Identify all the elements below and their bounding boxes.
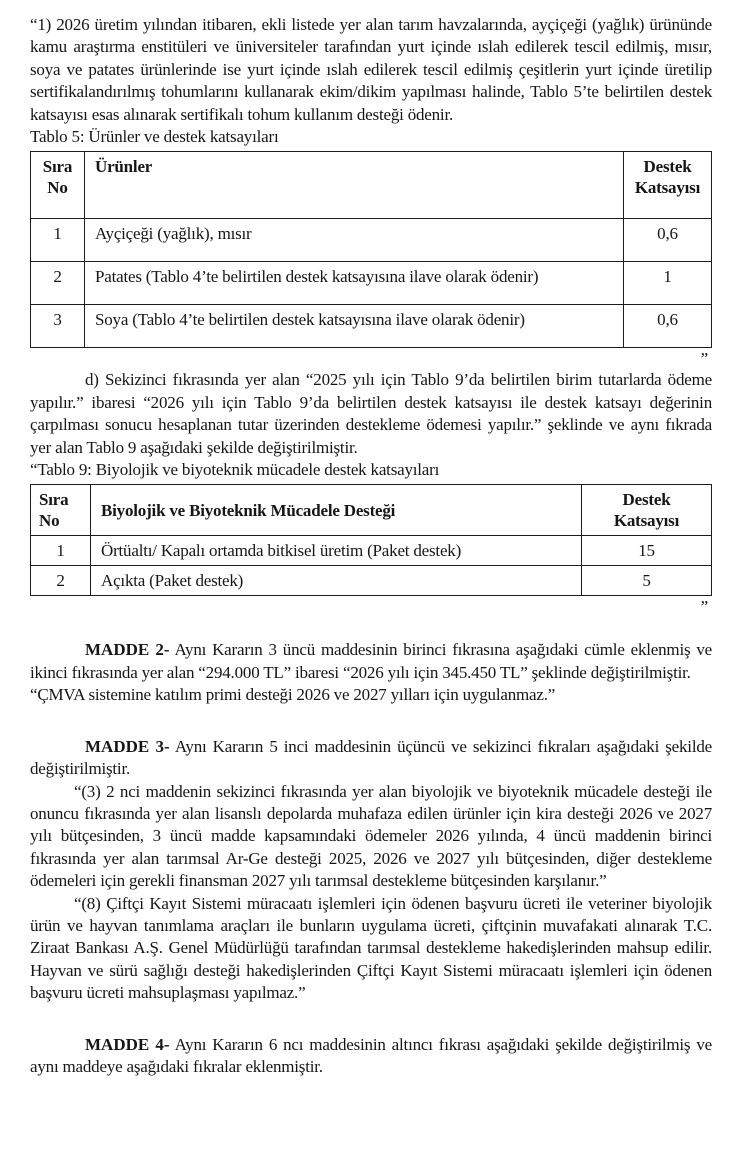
paragraph-d: d) Sekizinci fıkrasında yer alan “2025 yılı için Tablo 9’da belirtilen birim tutarlarda ödeme yapılır.” ibaresi “2026 yılı için Tablo 9’da belirtilen destek katsayısı ile destek katsayı değerinin çarpılması sonucu hesaplanan tutar üzerinden destekleme ödemesi yapılır.” şeklinde ve aynı fıkrada yer alan Tablo 9 aşağıdaki şekilde değiştirilmiştir.: [30, 370, 712, 457]
table5-header-row: [31, 152, 712, 219]
madde3-text: Aynı Kararın 5 inci maddesinin üçüncü ve sekizinci fıkraları aşağıdaki şekilde değiştirilmiştir.: [30, 736, 712, 779]
table5-row1-no: 1: [31, 219, 85, 262]
table-row: [31, 536, 712, 566]
table5-row3-urun: Soya (Tablo 4’te belirtilen destek katsayısına ilave olarak ödenir): [85, 305, 624, 348]
table5-caption: Tablo 5: Ürünler ve destek katsayıları: [30, 127, 279, 147]
intro-paragraph: “1) 2026 üretim yılından itibaren, ekli listede yer alan tarım havzalarında, ayçiçeği (yağlık) ürününde kamu araştırma enstitüleri ve üniversiteler tarafından yurt içinde ıslah edilerek tescil edilmiş, mısır, soya ve patates ürünlerinde ise yurt içinde ıslah edilerek tescil edilmiş çeşitlerin yurt içinde üretilip sertifikalandırılmış tohumlarını kullanarak ekim/dikim yapılması halinde, Tablo 5’te belirtilen destek katsayısı esas alınarak sertifikalı tohum kullanım desteği ödenir.: [30, 15, 712, 124]
table-row: [31, 219, 712, 262]
madde3-paragraph: [30, 736, 712, 781]
table-row: [31, 262, 712, 305]
table9-header-sira-no: Sıra No: [31, 485, 91, 536]
table5-row2-urun: Patates (Tablo 4’te belirtilen destek katsayısına ilave olarak ödenir): [85, 262, 624, 305]
table5-header-sira-no: Sıra No: [31, 152, 85, 219]
madde4-paragraph: [30, 1034, 712, 1079]
table9-header-row: [31, 485, 712, 536]
table9-row1-deger: 15: [582, 536, 712, 566]
table9-header-destek-adi: Biyolojik ve Biyoteknik Mücadele Desteği: [91, 485, 582, 536]
table5-row3-no: 3: [31, 305, 85, 348]
table5-row2-deger: 1: [624, 262, 712, 305]
table5-row1-urun: Ayçiçeği (yağlık), mısır: [85, 219, 624, 262]
table-row: [31, 305, 712, 348]
table5-header-destek-katsayisi: Destek Katsayısı: [624, 152, 712, 219]
madde3-label: MADDE 3-: [85, 736, 170, 756]
table5: [30, 151, 712, 348]
table5-row2-no: 2: [31, 262, 85, 305]
table9-caption: “Tablo 9: Biyolojik ve biyoteknik mücadele destek katsayıları: [30, 460, 440, 480]
madde3-fikra8-paragraph: “(8) Çiftçi Kayıt Sistemi müracaatı işlemleri için ödenen başvuru ücreti ile veteriner biyolojik ürün ve hayvan tanımlama araçları ile bunların uygulama ücreti, çiftçinin muvafakati alınarak T.C. Ziraat Bankası A.Ş. Genel Müdürlüğü tarafından tarımsal destekleme hakedişlerinden mahsup edilir. Hayvan ve sürü sağlığı desteği hakedişlerinden Çiftçi Kayıt Sistemi müracaatı işlemleri için ödenen başvuru ücreti mahsuplaşması yapılmaz.”: [30, 893, 712, 1003]
table9-row1-no: 1: [31, 536, 91, 566]
table9-closing-quote: ”: [700, 597, 708, 617]
madde4-label: MADDE 4-: [85, 1034, 170, 1054]
table9: [30, 484, 712, 596]
table5-closing-quote: ”: [700, 349, 708, 369]
table9-row2-deger: 5: [582, 566, 712, 596]
table9-row1-destek: Örtüaltı/ Kapalı ortamda bitkisel üretim (Paket destek): [91, 536, 582, 566]
madde2-text: Aynı Kararın 3 üncü maddesinin birinci fıkrasına aşağıdaki cümle eklenmiş ve ikinci fıkrasında yer alan “294.000 TL” ibaresi “2026 yılı için 345.450 TL” şeklinde değiştirilmiştir.: [30, 640, 712, 682]
madde2-paragraph: [30, 639, 712, 684]
madde2-label: MADDE 2-: [85, 640, 170, 660]
table9-row2-destek: Açıkta (Paket destek): [91, 566, 582, 596]
madde3-fikra3-paragraph: “(3) 2 nci maddenin sekizinci fıkrasında yer alan biyolojik ve biyoteknik mücadele desteği ile onuncu fıkrasında yer alan lisanslı depolarda muhafaza edilen ürünler için kira desteği 2026 ve 2027 yılı bütçesinden, 3 üncü madde kapsamındaki ödemeler 2026 yılında, 4 üncü maddenin birinci fıkrasında yer alan tarımsal Ar-Ge desteği 2025, 2026 ve 2027 yılı bütçesinden, diğer destekleme ödemeleri için gerekli finansman 2027 yılı tarımsal destekleme bütçesinden karşılanır.”: [30, 781, 712, 891]
table-row: [31, 566, 712, 596]
table9-row2-no: 2: [31, 566, 91, 596]
table5-header-urunler: Ürünler: [85, 152, 624, 219]
table5-row3-deger: 0,6: [624, 305, 712, 348]
madde2-added-sentence: “ÇMVA sistemine katılım primi desteği 2026 ve 2027 yılları için uygulanmaz.”: [30, 685, 556, 705]
madde4-text: Aynı Kararın 6 ncı maddesinin altıncı fıkrası aşağıdaki şekilde değiştirilmiş ve aynı maddeye aşağıdaki fıkralar eklenmiştir.: [30, 1034, 712, 1076]
table5-row1-deger: 0,6: [624, 219, 712, 262]
table9-header-destek-katsayisi: Destek Katsayısı: [582, 485, 712, 536]
